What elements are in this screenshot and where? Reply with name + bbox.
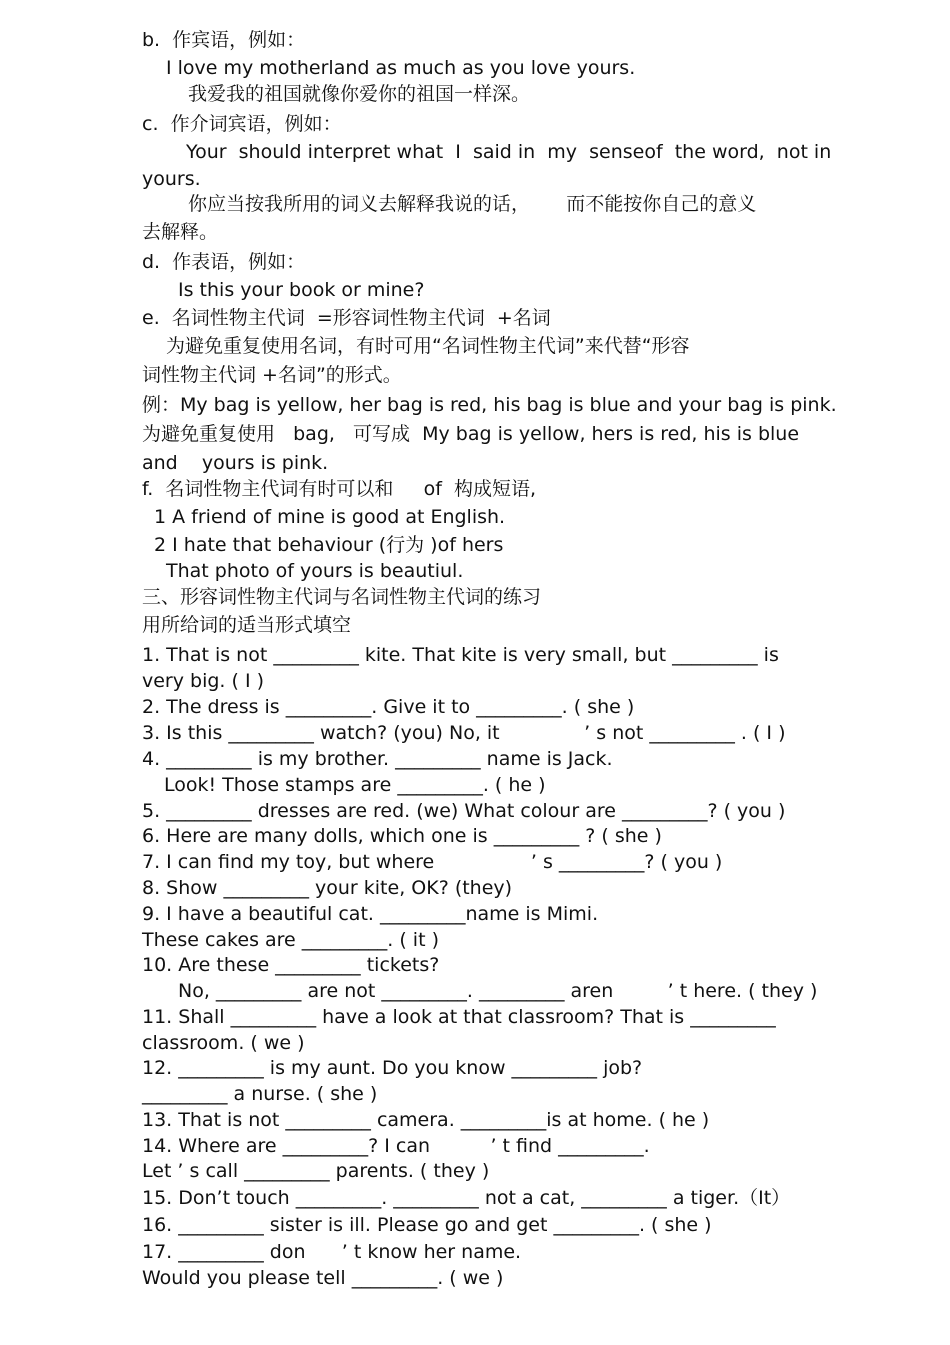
text-line: 1 A friend of mine is good at English. [154, 506, 506, 528]
text-line: 10. Are these _________ tickets? [142, 954, 440, 976]
text-line: 4. _________ is my brother. _________ name is Jack. [142, 748, 613, 770]
text-line: Your should interpret what I said in my senseof the word, not in [186, 141, 832, 163]
text-line: 16. _________ sister is ill. Please go and get _________. ( she ) [142, 1214, 712, 1236]
text-line: Look! Those stamps are _________. ( he ) [164, 774, 546, 796]
text-line: 你应当按我所用的词义去解释我说的话， 而不能按你自己的意义 [188, 193, 757, 215]
text-line: 13. That is not _________ camera. _________is at home. ( he ) [142, 1109, 710, 1131]
text-line: I love my motherland as much as you love yours. [166, 57, 636, 79]
text-line: 8. Show _________ your kite, OK? (they) [142, 877, 513, 899]
text-line: No, _________ are not _________. _________ aren ’ t here. ( they ) [178, 980, 818, 1002]
text-line: 14. Where are _________? I can ’ t find _________. [142, 1135, 650, 1157]
text-line: 去解释。 [142, 221, 219, 243]
text-line: classroom. ( we ) [142, 1032, 305, 1054]
text-line: b. 作宾语，例如： [142, 29, 306, 51]
text-line: 6. Here are many dolls, which one is _________ ? ( she ) [142, 825, 662, 847]
text-line: f. 名词性物主代词有时可以和 of 构成短语, [142, 478, 537, 500]
text-line: 为避免重复使用 bag, 可写成 My bag is yellow, hers is red, his is blue [142, 423, 800, 445]
text-line: 5. _________ dresses are red. (we) What colour are _________? ( you ) [142, 800, 786, 822]
text-line: yours. [142, 168, 201, 190]
text-line: 词性物主代词 +名词”的形式。 [142, 364, 402, 386]
text-line: Is this your book or mine? [178, 279, 425, 301]
text-line: and yours is pink. [142, 452, 329, 474]
text-line: Let ’ s call _________ parents. ( they ) [142, 1160, 490, 1182]
text-line: 15. Don’t touch _________. _________ not a cat, _________ a tiger.（It） [142, 1187, 791, 1209]
text-line: Would you please tell _________. ( we ) [142, 1267, 504, 1289]
text-line: 1. That is not _________ kite. That kite is very small, but _________ is [142, 644, 779, 666]
text-line: 3. Is this _________ watch? (you) No, it ’ s not _________ . ( I ) [142, 722, 786, 744]
text-line: 11. Shall _________ have a look at that classroom? That is _________ [142, 1006, 776, 1028]
text-line: d. 作表语，例如： [142, 251, 306, 273]
text-line: 我爱我的祖国就像你爱你的祖国一样深。 [188, 83, 531, 105]
text-line: 用所给词的适当形式填空 [142, 614, 352, 636]
text-line: 17. _________ don ’ t know her name. [142, 1241, 522, 1263]
text-line: 2 I hate that behaviour (行为 )of hers [154, 534, 504, 556]
text-line: That photo of yours is beautiul. [166, 560, 464, 582]
text-line: 三、形容词性物主代词与名词性物主代词的练习 [142, 586, 542, 608]
text-line: 7. I can find my toy, but where ’ s _________? ( you ) [142, 851, 723, 873]
text-line: c. 作介词宾语，例如： [142, 113, 342, 135]
text-line: 12. _________ is my aunt. Do you know _________ job? [142, 1057, 643, 1079]
text-line: 例：My bag is yellow, her bag is red, his bag is blue and your bag is pink. [142, 394, 837, 416]
text-line: 2. The dress is _________. Give it to _________. ( she ) [142, 696, 635, 718]
text-line: e. 名词性物主代词 =形容词性物主代词 +名词 [142, 307, 551, 329]
text-line: very big. ( I ) [142, 670, 265, 692]
text-line: _________ a nurse. ( she ) [142, 1083, 378, 1105]
text-line: These cakes are _________. ( it ) [142, 929, 439, 951]
text-line: 9. I have a beautiful cat. _________name is Mimi. [142, 903, 599, 925]
text-line: 为避免重复使用名词，有时可用“名词性物主代词”来代替“形容 [166, 335, 690, 357]
